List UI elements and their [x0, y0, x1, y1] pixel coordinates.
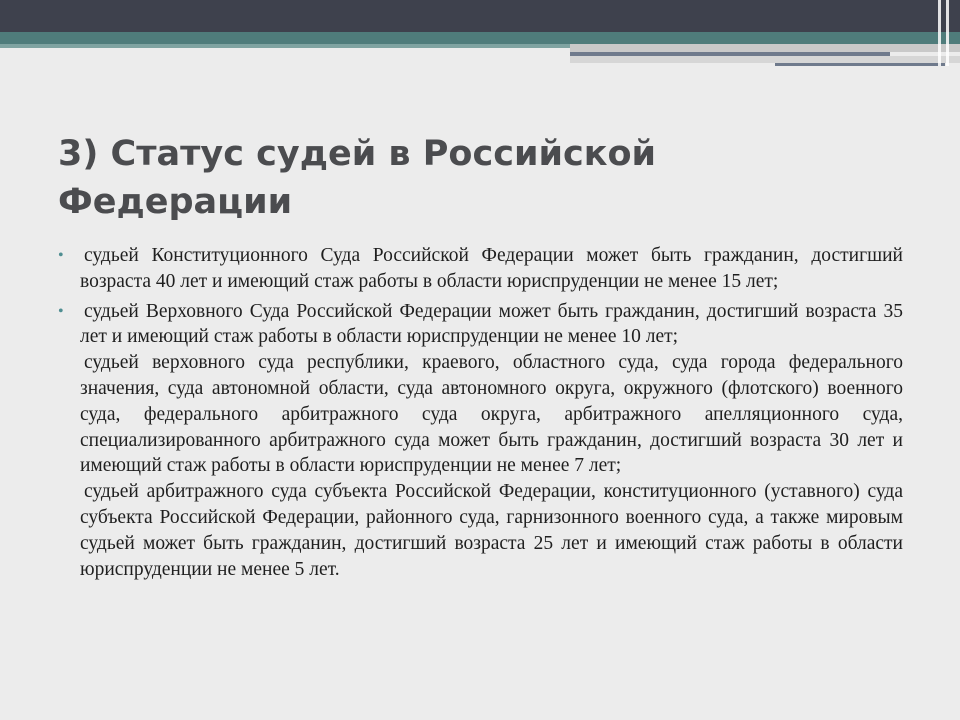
bullet-icon: • — [58, 302, 64, 320]
slide-title — [58, 130, 918, 226]
header-band-grey — [570, 56, 960, 63]
item-paragraph: судьей верховного суда республики, краевого, областного суда, суда города федерального значения, суда автономной области, суда автономного округа, окружного (флотского) военного суда, федерального арбитражного суда округа, арбитражного апелляционного суда, специализированного арбитражного суда может быть гражданин, достигший возраста 30 лет и имеющий стаж работы в области юриспруденции не менее 7 лет; — [80, 352, 903, 477]
header-band-grey — [570, 44, 960, 52]
title-line-1: 3) Статус судей в Российской — [58, 134, 657, 174]
header-band-teal — [0, 32, 960, 44]
header-stripe — [775, 63, 945, 66]
list-item — [58, 243, 903, 295]
header-band-dark — [0, 0, 960, 32]
list-item — [58, 299, 903, 583]
header-vertical-line — [946, 0, 949, 66]
header-band-teal-light — [0, 44, 570, 48]
bullet-icon: • — [58, 247, 64, 264]
header-vertical-line — [938, 0, 941, 66]
item-paragraph: судьей Верховного Суда Российской Федерации может быть гражданин, достигший возраста 35 лет и имеющий стаж работы в области юриспруденции не менее 10 лет; — [80, 300, 903, 348]
title-line-2: Федерации — [58, 182, 293, 222]
item-paragraph: судьей Конституционного Суда Российской Федерации может быть гражданин, достигший возраста 40 лет и имеющий стаж работы в области юриспруденции не менее 15 лет; — [80, 245, 903, 292]
slide-body — [58, 243, 903, 586]
item-paragraph: судьей арбитражного суда субъекта Российской Федерации, конституционного (уставного) суда субъекта Российской Федерации, районного суда, гарнизонного военного суда, а также мировым судьей может быть гражданин, достигший возраста 25 лет и имеющий стаж работы в области юриспруденции не менее 5 лет. — [80, 481, 903, 580]
